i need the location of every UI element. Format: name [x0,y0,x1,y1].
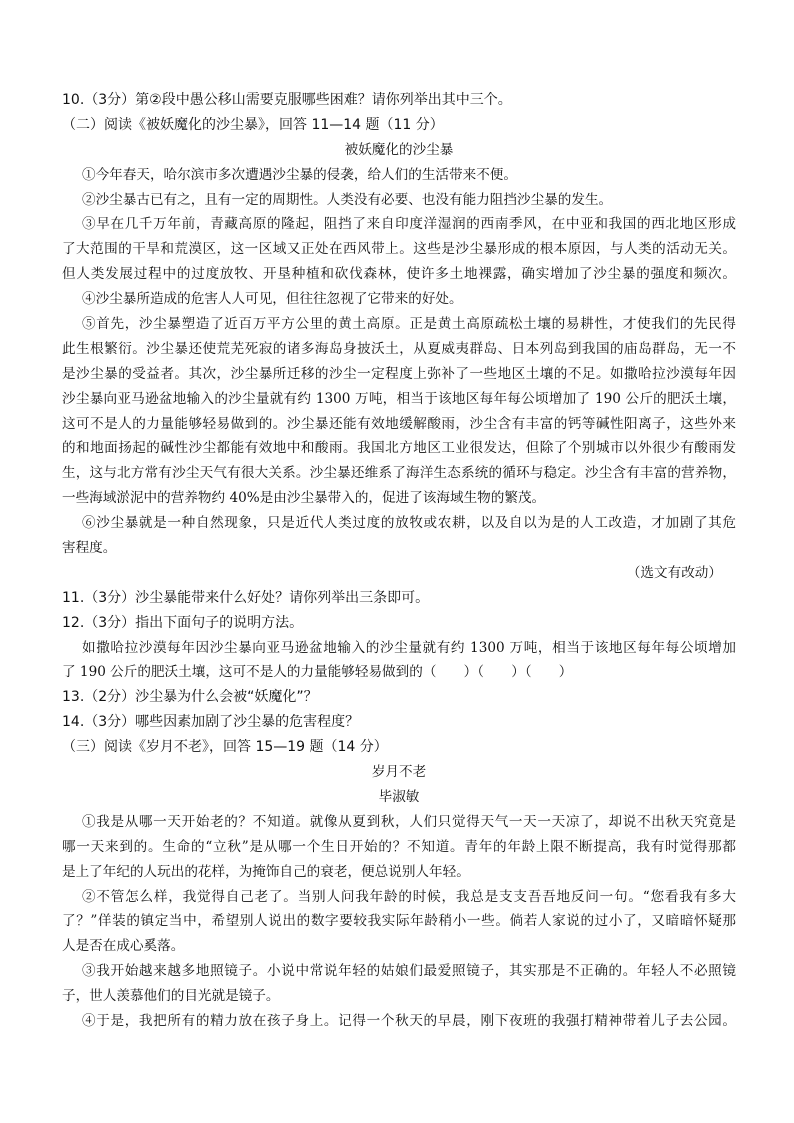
passage-author: 毕淑敏 [378,788,420,805]
passage-line: 哪一天来到的。生命的“立秋”是从哪一个生日开始的？不知道。青年的年龄上限不断提高，我有时觉得那都 [62,838,736,855]
passage-paragraph [62,212,736,287]
quote-line: 如撒哈拉沙漠每年因沙尘暴向亚马逊盆地输入的沙尘量就有约 1300 万吨，相当于该地区每年每公顷增加 [82,639,736,656]
quote-line-with-blanks: 了 190 公斤的肥沃土壤，这可不是人的力量能够轻易做到的（ ）（ ）（ ） [62,664,573,681]
passage-paragraph [62,810,736,885]
passage-line: ①我是从哪一天开始老的？不知道。就像从夏到秋，人们只觉得天气一天一天凉了，却说不出秋天究竟是 [82,813,736,830]
passage-paragraph [62,188,736,213]
source-note: （选文有改动） [626,564,722,581]
passage-line: 的和地面扬起的碱性沙尘都能有效地中和酸雨。我国北方地区工业很发达，但除了个别城市以外很少有酸雨发 [62,440,736,457]
section-heading: （三）阅读《岁月不老》，回答 15—19 题（14 分） [62,739,388,756]
question-10: 10.（3分）第②段中愚公移山需要克服哪些困难？请你列举出其中三个。 [62,92,512,108]
question-11: 11.（3分）沙尘暴能带来什么好处？请你列举出三条即可。 [62,589,430,606]
passage-line: ②沙尘暴古已有之，且有一定的周期性。人类没有必要、也没有能力阻挡沙尘暴的发生。 [82,191,613,208]
passage-line: ④于是，我把所有的精力放在孩子身上。记得一个秋天的早晨，刚下夜班的我强打精神带着儿子去公园。 [82,1012,736,1029]
passage-line: 害程度。 [62,540,117,557]
passage-paragraph [62,287,736,312]
passage-line: 了？”佯装的镇定当中，希望别人说出的数字要较我实际年龄稍小一些。倘若人家说的过小了，又暗暗怀疑那 [62,913,736,930]
question-13: 13.（2分）沙尘暴为什么会被“妖魔化”？ [62,689,318,706]
passage-paragraph [62,885,736,960]
passage-line: 一些海域淤泥中的营养物约 40%是由沙尘暴带入的，促进了该海域生物的繁茂。 [62,490,546,507]
passage-line: 沙尘暴向亚马逊盆地输入的沙尘量就有约 1300 万吨，相当于该地区每年每公顷增加了 190 公斤的肥沃土壤， [62,390,736,407]
passage-line: ⑤首先，沙尘暴塑造了近百万平方公里的黄土高原。正是黄土高原疏松土壤的易耕性，才使我们的先民得 [82,316,736,333]
passage-paragraph [62,163,736,188]
passage-line: ③我开始越来越多地照镜子。小说中常说年轻的姑娘们最爱照镜子，其实那是不正确的。年轻人不必照镜 [82,963,736,980]
passage-title: 岁月不老 [371,764,427,781]
passage-line: 子，世人羡慕他们的目光就是镜子。 [62,988,280,1005]
passage-line: ⑥沙尘暴就是一种自然现象，只是近代人类过度的放牧或农耕，以及自以为是的人工改造，才加剧了其危 [82,515,736,532]
exam-page-content [62,88,736,1034]
question-12: 12.（3分）指出下面句子的说明方法。 [62,614,304,631]
passage-line: 此生根繁衍。沙尘暴还使荒芜死寂的诸多海岛身披沃土，从夏威夷群岛、日本列岛到我国的庙岛群岛，无一不 [62,340,736,357]
passage-line: 生，这与北方常有沙尘天气有很大关系。沙尘暴还维系了海洋生态系统的循环与稳定。沙尘含有丰富的营养物， [62,465,736,482]
passage-paragraph [62,511,736,561]
passage-line: 人是否在成心奚落。 [62,938,185,955]
question-14: 14.（3分）哪些因素加剧了沙尘暴的危害程度？ [62,714,360,731]
passage-paragraph [62,312,736,511]
passage-line: 这可不是人的力量能够轻易做到的。沙尘暴还能有效地缓解酸雨，沙尘含有丰富的钙等碱性阳离子，这些外来 [62,415,736,432]
question-12-quote [62,636,736,686]
passage-line: ①今年春天，哈尔滨市多次遭遇沙尘暴的侵袭，给人们的生活带来不便。 [82,166,517,183]
passage-line: 是上了年纪的人玩出的花样，为掩饰自己的衰老，便总说别人年轻。 [62,863,470,880]
passage-paragraph [62,959,736,1009]
passage-line: 是沙尘暴的受益者。其次，沙尘暴所迁移的沙尘一定程度上弥补了一些地区土壤的不足。如撒哈拉沙漠每年因 [62,365,736,382]
passage-line: ④沙尘暴所造成的危害人人可见，但往往忽视了它带来的好处。 [82,291,463,308]
passage-paragraph [62,1009,736,1034]
passage-line: 了大范围的干旱和荒漠区，这一区域又正处在西风带上。这些是沙尘暴形成的根本原因，与人类的活动无关。 [62,241,736,258]
reading-section-3 [62,735,736,1034]
passage-line: 但人类发展过程中的过度放牧、开垦种植和砍伐森林，使许多土地裸露，确实增加了沙尘暴的强度和频次。 [62,266,736,283]
reading-section-2 [62,113,736,735]
passage-title: 被妖魔化的沙尘暴 [344,141,454,158]
passage-line: ③早在几千万年前，青藏高原的隆起，阻挡了来自印度洋湿润的西南季风，在中亚和我国的西北地区形成 [82,216,736,233]
section-heading: （二）阅读《被妖魔化的沙尘暴》，回答 11—14 题（11 分） [62,116,444,133]
passage-line: ②不管怎么样，我觉得自己老了。当别人问我年龄的时候，我总是支支吾吾地反问一句。“您看我有多大 [82,888,736,905]
